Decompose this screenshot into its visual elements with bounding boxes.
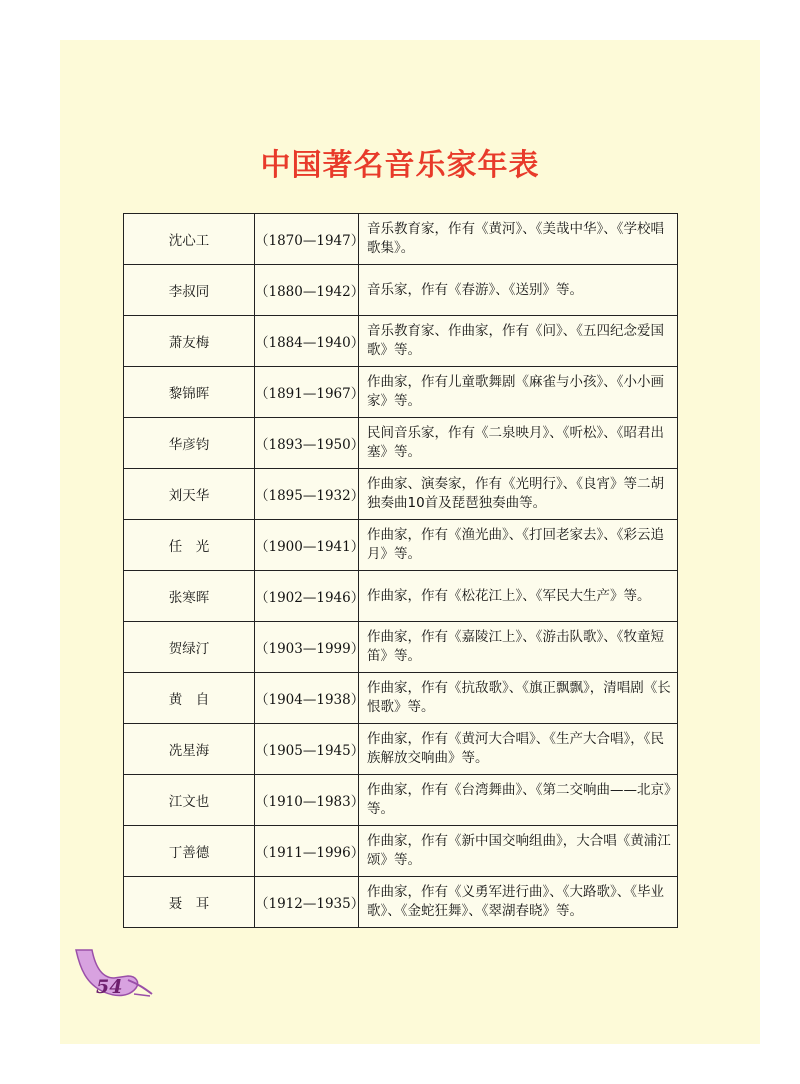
- table-row: [124, 316, 678, 367]
- table-row: [124, 571, 678, 622]
- life-years: （1891—1967）: [255, 367, 359, 418]
- life-years: （1903—1999）: [255, 622, 359, 673]
- musician-name: 刘天华: [124, 469, 255, 520]
- page-title: 中国著名音乐家年表: [260, 148, 540, 183]
- life-years: （1900—1941）: [255, 520, 359, 571]
- musician-chronology-table: [123, 213, 678, 928]
- life-years: （1912—1935）: [255, 877, 359, 928]
- table-row: [124, 877, 678, 928]
- life-years: （1911—1996）: [255, 826, 359, 877]
- works-description: 作曲家，作有《黄河大合唱》、《生产大合唱》，《民族解放交响曲》等。: [359, 724, 678, 775]
- musician-name: 任 光: [124, 520, 255, 571]
- works-description: 音乐教育家，作有《黄河》、《美哉中华》、《学校唱歌集》。: [359, 214, 678, 265]
- works-description: 作曲家，作有《松花江上》、《军民大生产》等。: [359, 571, 678, 622]
- musician-name: 沈心工: [124, 214, 255, 265]
- musician-name: 李叔同: [124, 265, 255, 316]
- musician-name: 萧友梅: [124, 316, 255, 367]
- works-description: 作曲家，作有《抗敌歌》、《旗正飘飘》，清唱剧《长恨歌》等。: [359, 673, 678, 724]
- musician-name: 贺绿汀: [124, 622, 255, 673]
- works-description: 音乐教育家、作曲家，作有《问》、《五四纪念爱国歌》等。: [359, 316, 678, 367]
- table-row: [124, 724, 678, 775]
- life-years: （1902—1946）: [255, 571, 359, 622]
- life-years: （1870—1947）: [255, 214, 359, 265]
- table-row: [124, 469, 678, 520]
- table-row: [124, 520, 678, 571]
- musician-name: 江文也: [124, 775, 255, 826]
- musician-name: 冼星海: [124, 724, 255, 775]
- life-years: （1910—1983）: [255, 775, 359, 826]
- table-row: [124, 265, 678, 316]
- musician-name: 张寒晖: [124, 571, 255, 622]
- works-description: 民间音乐家，作有《二泉映月》、《听松》、《昭君出塞》等。: [359, 418, 678, 469]
- works-description: 作曲家，作有儿童歌舞剧《麻雀与小孩》、《小小画家》等。: [359, 367, 678, 418]
- life-years: （1904—1938）: [255, 673, 359, 724]
- works-description: 作曲家，作有《新中国交响组曲》，大合唱《黄浦江颂》等。: [359, 826, 678, 877]
- works-description: 作曲家，作有《嘉陵江上》、《游击队歌》、《牧童短笛》等。: [359, 622, 678, 673]
- works-description: 音乐家，作有《春游》、《送别》等。: [359, 265, 678, 316]
- table-row: [124, 775, 678, 826]
- life-years: （1905—1945）: [255, 724, 359, 775]
- table-row: [124, 214, 678, 265]
- table-row: [124, 367, 678, 418]
- table-row: [124, 673, 678, 724]
- table-row: [124, 418, 678, 469]
- musician-name: 黎锦晖: [124, 367, 255, 418]
- works-description: 作曲家，作有《台湾舞曲》、《第二交响曲——北京》等。: [359, 775, 678, 826]
- life-years: （1893—1950）: [255, 418, 359, 469]
- life-years: （1895—1932）: [255, 469, 359, 520]
- works-description: 作曲家、演奏家，作有《光明行》、《良宵》等二胡独奏曲10首及琵琶独奏曲等。: [359, 469, 678, 520]
- works-description: 作曲家，作有《义勇军进行曲》、《大路歌》、《毕业歌》、《金蛇狂舞》、《翠湖春晓》等。: [359, 877, 678, 928]
- musician-name: 聂 耳: [124, 877, 255, 928]
- musician-name: 丁善德: [124, 826, 255, 877]
- table-row: [124, 622, 678, 673]
- table-body: [124, 214, 678, 928]
- musician-name: 黄 自: [124, 673, 255, 724]
- works-description: 作曲家，作有《渔光曲》、《打回老家去》、《彩云追月》等。: [359, 520, 678, 571]
- life-years: （1884—1940）: [255, 316, 359, 367]
- page-number: 54: [96, 976, 123, 998]
- life-years: （1880—1942）: [255, 265, 359, 316]
- musician-name: 华彦钧: [124, 418, 255, 469]
- table-row: [124, 826, 678, 877]
